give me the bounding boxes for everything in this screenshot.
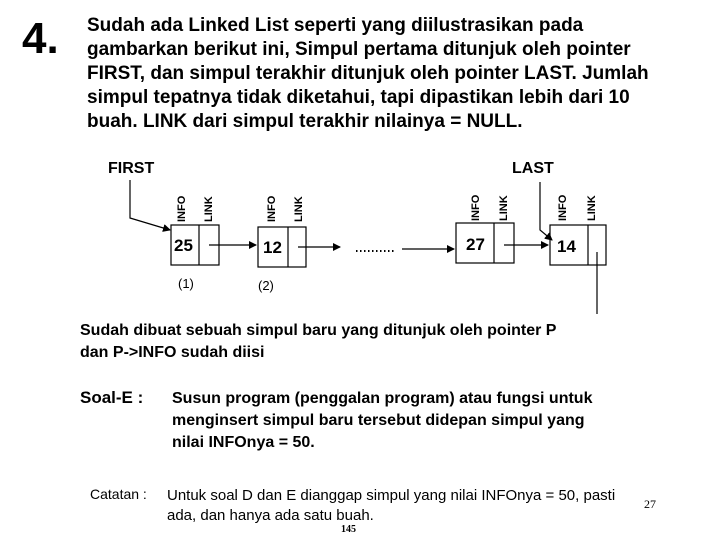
paragraph-2 — [80, 320, 556, 364]
soal-text — [172, 388, 592, 454]
node-2-info-value: 12 — [263, 238, 282, 257]
node-1-caption: (1) — [178, 276, 194, 291]
soal-line: menginsert simpul baru tersebut didepan simpul yang — [172, 412, 585, 429]
node-4-link-header: LINK — [586, 195, 598, 221]
intro-line: FIRST, dan simpul terakhir ditunjuk oleh pointer LAST. Jumlah — [87, 63, 649, 84]
question-number: 4. — [22, 14, 59, 63]
page-mark-b: 145 — [341, 524, 356, 535]
intro-line: gambarkan berikut ini, Simpul pertama ditunjuk oleh pointer — [87, 39, 631, 60]
soal-line: Susun program (penggalan program) atau fungsi untuk — [172, 390, 593, 407]
intro-line: buah. LINK dari simpul terakhir nilainya = NULL. — [87, 111, 523, 132]
first-label: FIRST — [108, 160, 155, 177]
intro-line: Sudah ada Linked List seperti yang diilustrasikan pada — [87, 15, 584, 36]
node-3-info-header: INFO — [470, 194, 482, 221]
catatan-line: Untuk soal D dan E dianggap simpul yang nilai INFOnya = 50, pasti — [167, 487, 616, 504]
node-4-info-value: 14 — [557, 237, 576, 256]
catatan-text — [167, 486, 615, 526]
node-2-link-header: LINK — [293, 196, 305, 222]
first-pointer-arrow — [130, 180, 170, 230]
paragraph-2-line: Sudah dibuat sebuah simpul baru yang ditunjuk oleh pointer P — [80, 322, 557, 339]
intro-line: simpul tepatnya tidak diketahui, tapi dipastikan lebih dari 10 — [87, 87, 630, 108]
node-1-link-header: LINK — [203, 196, 215, 222]
page-mark-a: 27 — [644, 497, 656, 511]
catatan-label: Catatan : — [90, 486, 147, 502]
node-2-caption: (2) — [258, 278, 274, 293]
last-label: LAST — [512, 160, 554, 177]
node-4-info-header: INFO — [557, 194, 569, 221]
node-1-info-header: INFO — [176, 195, 188, 222]
soal-line: nilai INFOnya = 50. — [172, 434, 315, 451]
node-3-link-header: LINK — [498, 195, 510, 221]
node-3-box — [456, 223, 514, 263]
node-2-info-header: INFO — [266, 195, 278, 222]
node-1-info-value: 25 — [174, 236, 193, 255]
node-3-info-value: 27 — [466, 235, 485, 254]
catatan-line: ada, dan hanya ada satu buah. — [167, 507, 374, 524]
paragraph-2-line: dan P->INFO sudah diisi — [80, 344, 265, 361]
soal-label: Soal-E : — [80, 388, 144, 407]
